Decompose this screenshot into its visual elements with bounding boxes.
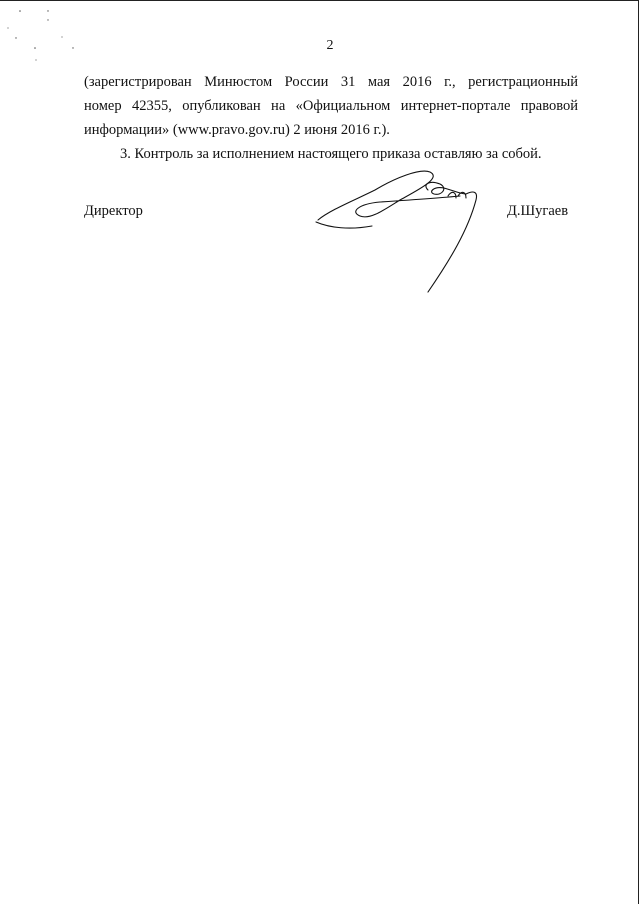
signatory-position: Директор [84, 203, 143, 219]
text-line: информации» (www.pravo.gov.ru) 2 июня 2016 г.). [84, 122, 390, 138]
page-number: 2 [326, 38, 334, 53]
text-line: (зарегистрирован Минюстом России 31 мая 2016 г., регистрационный [84, 74, 578, 90]
scan-specks [0, 0, 90, 70]
text-line: номер 42355, опубликован на «Официальном интернет-портале правовой [84, 98, 578, 114]
paragraph-item-3: 3. Контроль за исполнением настоящего приказа оставляю за собой. [120, 146, 542, 162]
handwritten-signature [300, 160, 500, 295]
paragraph-continued [84, 70, 578, 142]
signatory-name: Д.Шугаев [507, 203, 569, 219]
document-body [84, 70, 578, 166]
